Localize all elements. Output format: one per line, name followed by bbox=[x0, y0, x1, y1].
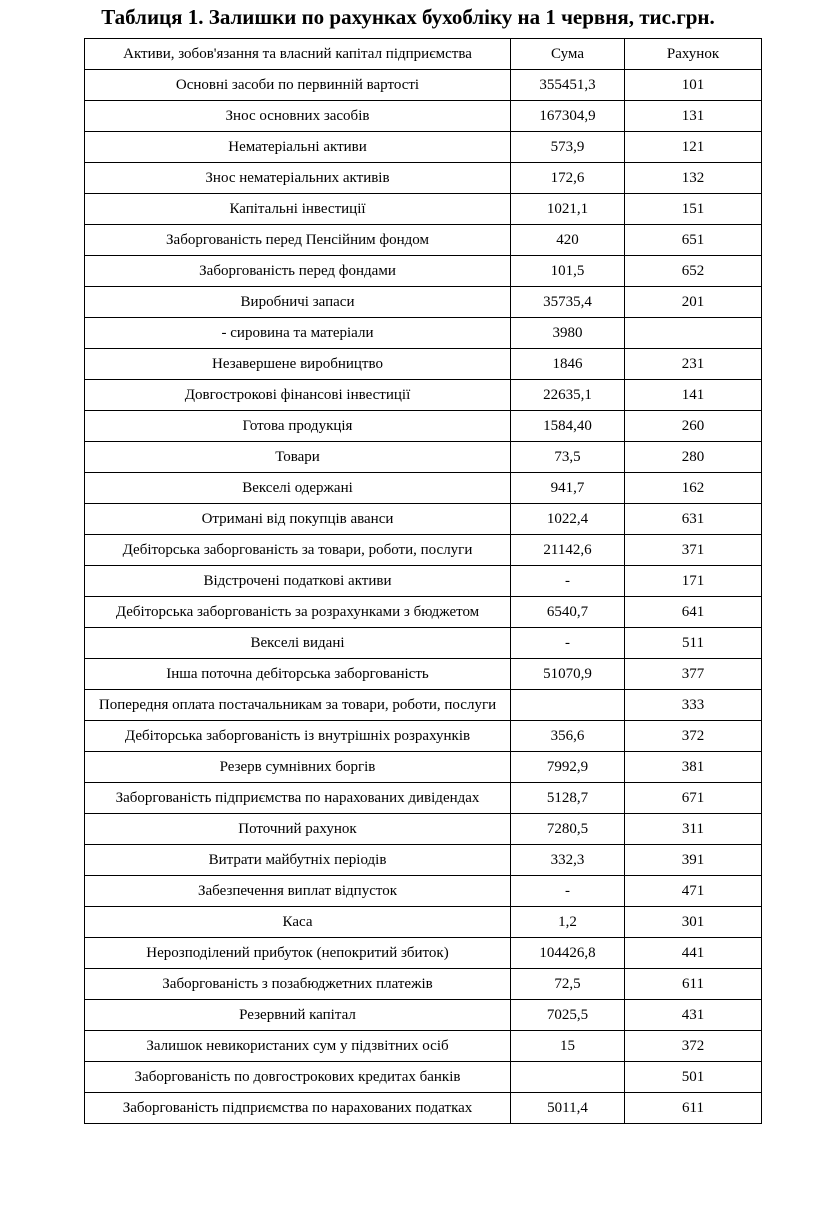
cell-account: 101 bbox=[625, 70, 762, 101]
cell-name: Попередня оплата постачальникам за товари, роботи, послуги bbox=[85, 690, 511, 721]
balances-table bbox=[84, 38, 762, 1124]
cell-name: Дебіторська заборгованість за товари, роботи, послуги bbox=[85, 535, 511, 566]
cell-account: 171 bbox=[625, 566, 762, 597]
table-row bbox=[85, 411, 762, 442]
cell-account: 671 bbox=[625, 783, 762, 814]
cell-account: 651 bbox=[625, 225, 762, 256]
cell-sum: 5011,4 bbox=[511, 1093, 625, 1124]
table-row bbox=[85, 442, 762, 473]
cell-sum: 15 bbox=[511, 1031, 625, 1062]
cell-sum: 73,5 bbox=[511, 442, 625, 473]
cell-name: Забезпечення виплат відпусток bbox=[85, 876, 511, 907]
header-account: Рахунок bbox=[625, 39, 762, 70]
table-row bbox=[85, 876, 762, 907]
header-name: Активи, зобов'язання та власний капітал підприємства bbox=[85, 39, 511, 70]
cell-account: 311 bbox=[625, 814, 762, 845]
cell-name: Векселі видані bbox=[85, 628, 511, 659]
table-row bbox=[85, 1093, 762, 1124]
cell-account: 121 bbox=[625, 132, 762, 163]
cell-account: 371 bbox=[625, 535, 762, 566]
table-row bbox=[85, 256, 762, 287]
table-row bbox=[85, 194, 762, 225]
cell-account: 372 bbox=[625, 1031, 762, 1062]
table-row bbox=[85, 101, 762, 132]
table-row bbox=[85, 628, 762, 659]
cell-account: 611 bbox=[625, 969, 762, 1000]
table-body bbox=[85, 70, 762, 1124]
cell-sum: 104426,8 bbox=[511, 938, 625, 969]
table-row bbox=[85, 380, 762, 411]
cell-account: 131 bbox=[625, 101, 762, 132]
cell-sum bbox=[511, 690, 625, 721]
table-row bbox=[85, 969, 762, 1000]
cell-sum: - bbox=[511, 628, 625, 659]
cell-sum: 1584,40 bbox=[511, 411, 625, 442]
cell-account: 511 bbox=[625, 628, 762, 659]
table-title: Таблиця 1. Залишки по рахунках бухобліку на 1 червня, тис.грн. bbox=[101, 5, 715, 29]
table-row bbox=[85, 473, 762, 504]
header-sum: Сума bbox=[511, 39, 625, 70]
table-header-row bbox=[85, 39, 762, 70]
cell-sum: 7280,5 bbox=[511, 814, 625, 845]
cell-name: Векселі одержані bbox=[85, 473, 511, 504]
table-row bbox=[85, 783, 762, 814]
cell-account: 231 bbox=[625, 349, 762, 380]
cell-name: Нерозподілений прибуток (непокритий збиток) bbox=[85, 938, 511, 969]
cell-name: Заборгованість підприємства по нарахованих податках bbox=[85, 1093, 511, 1124]
cell-sum: 101,5 bbox=[511, 256, 625, 287]
cell-name: Заборгованість перед фондами bbox=[85, 256, 511, 287]
table-row bbox=[85, 535, 762, 566]
cell-sum: 1022,4 bbox=[511, 504, 625, 535]
cell-name: - сировина та матеріали bbox=[85, 318, 511, 349]
table-row bbox=[85, 1000, 762, 1031]
cell-account: 381 bbox=[625, 752, 762, 783]
cell-name: Дебіторська заборгованість із внутрішніх розрахунків bbox=[85, 721, 511, 752]
table-row bbox=[85, 287, 762, 318]
cell-name: Резерв сумнівних боргів bbox=[85, 752, 511, 783]
cell-name: Товари bbox=[85, 442, 511, 473]
table-row bbox=[85, 814, 762, 845]
cell-sum: 941,7 bbox=[511, 473, 625, 504]
cell-sum: 167304,9 bbox=[511, 101, 625, 132]
cell-sum: 7025,5 bbox=[511, 1000, 625, 1031]
cell-name: Витрати майбутніх періодів bbox=[85, 845, 511, 876]
table-row bbox=[85, 597, 762, 628]
cell-name: Залишок невикористаних сум у підзвітних осіб bbox=[85, 1031, 511, 1062]
table-row bbox=[85, 907, 762, 938]
cell-sum: 420 bbox=[511, 225, 625, 256]
cell-sum: 6540,7 bbox=[511, 597, 625, 628]
table-row bbox=[85, 163, 762, 194]
cell-sum: 172,6 bbox=[511, 163, 625, 194]
table-row bbox=[85, 225, 762, 256]
cell-account: 162 bbox=[625, 473, 762, 504]
cell-sum: 5128,7 bbox=[511, 783, 625, 814]
table-row bbox=[85, 70, 762, 101]
cell-account: 201 bbox=[625, 287, 762, 318]
cell-name: Заборгованість по довгострокових кредитах банків bbox=[85, 1062, 511, 1093]
cell-sum: 1,2 bbox=[511, 907, 625, 938]
table-row bbox=[85, 1062, 762, 1093]
table-row bbox=[85, 1031, 762, 1062]
cell-account: 441 bbox=[625, 938, 762, 969]
cell-name: Незавершене виробництво bbox=[85, 349, 511, 380]
cell-account: 631 bbox=[625, 504, 762, 535]
cell-sum: 7992,9 bbox=[511, 752, 625, 783]
cell-sum bbox=[511, 1062, 625, 1093]
table-row bbox=[85, 938, 762, 969]
cell-account bbox=[625, 318, 762, 349]
cell-name: Резервний капітал bbox=[85, 1000, 511, 1031]
cell-sum: 1846 bbox=[511, 349, 625, 380]
cell-account: 431 bbox=[625, 1000, 762, 1031]
table-row bbox=[85, 132, 762, 163]
cell-sum: 356,6 bbox=[511, 721, 625, 752]
cell-account: 641 bbox=[625, 597, 762, 628]
cell-account: 501 bbox=[625, 1062, 762, 1093]
cell-name: Готова продукція bbox=[85, 411, 511, 442]
cell-account: 260 bbox=[625, 411, 762, 442]
cell-account: 611 bbox=[625, 1093, 762, 1124]
table-row bbox=[85, 318, 762, 349]
cell-account: 141 bbox=[625, 380, 762, 411]
table-row bbox=[85, 752, 762, 783]
cell-sum: 332,3 bbox=[511, 845, 625, 876]
table-row bbox=[85, 504, 762, 535]
cell-account: 471 bbox=[625, 876, 762, 907]
cell-name: Дебіторська заборгованість за розрахунками з бюджетом bbox=[85, 597, 511, 628]
cell-name: Виробничі запаси bbox=[85, 287, 511, 318]
cell-sum: 355451,3 bbox=[511, 70, 625, 101]
table-row bbox=[85, 690, 762, 721]
cell-name: Інша поточна дебіторська заборгованість bbox=[85, 659, 511, 690]
cell-sum: - bbox=[511, 566, 625, 597]
cell-account: 377 bbox=[625, 659, 762, 690]
cell-name: Нематеріальні активи bbox=[85, 132, 511, 163]
cell-sum: 21142,6 bbox=[511, 535, 625, 566]
cell-name: Заборгованість підприємства по нарахованих дивідендах bbox=[85, 783, 511, 814]
cell-account: 301 bbox=[625, 907, 762, 938]
table-row bbox=[85, 349, 762, 380]
table-row bbox=[85, 659, 762, 690]
cell-name: Каса bbox=[85, 907, 511, 938]
cell-name: Відстрочені податкові активи bbox=[85, 566, 511, 597]
cell-name: Знос основних засобів bbox=[85, 101, 511, 132]
table-row bbox=[85, 721, 762, 752]
cell-account: 333 bbox=[625, 690, 762, 721]
cell-sum: 22635,1 bbox=[511, 380, 625, 411]
table-row bbox=[85, 566, 762, 597]
cell-name: Капітальні інвестиції bbox=[85, 194, 511, 225]
cell-name: Отримані від покупців аванси bbox=[85, 504, 511, 535]
table-row bbox=[85, 845, 762, 876]
cell-account: 280 bbox=[625, 442, 762, 473]
cell-sum: 573,9 bbox=[511, 132, 625, 163]
cell-account: 391 bbox=[625, 845, 762, 876]
cell-account: 151 bbox=[625, 194, 762, 225]
cell-name: Заборгованість з позабюджетних платежів bbox=[85, 969, 511, 1000]
cell-name: Довгострокові фінансові інвестиції bbox=[85, 380, 511, 411]
cell-name: Основні засоби по первинній вартості bbox=[85, 70, 511, 101]
cell-sum: - bbox=[511, 876, 625, 907]
cell-account: 652 bbox=[625, 256, 762, 287]
cell-sum: 3980 bbox=[511, 318, 625, 349]
cell-sum: 51070,9 bbox=[511, 659, 625, 690]
cell-account: 132 bbox=[625, 163, 762, 194]
cell-sum: 72,5 bbox=[511, 969, 625, 1000]
cell-sum: 1021,1 bbox=[511, 194, 625, 225]
cell-name: Заборгованість перед Пенсійним фондом bbox=[85, 225, 511, 256]
cell-name: Знос нематеріальних активів bbox=[85, 163, 511, 194]
cell-account: 372 bbox=[625, 721, 762, 752]
cell-sum: 35735,4 bbox=[511, 287, 625, 318]
cell-name: Поточний рахунок bbox=[85, 814, 511, 845]
